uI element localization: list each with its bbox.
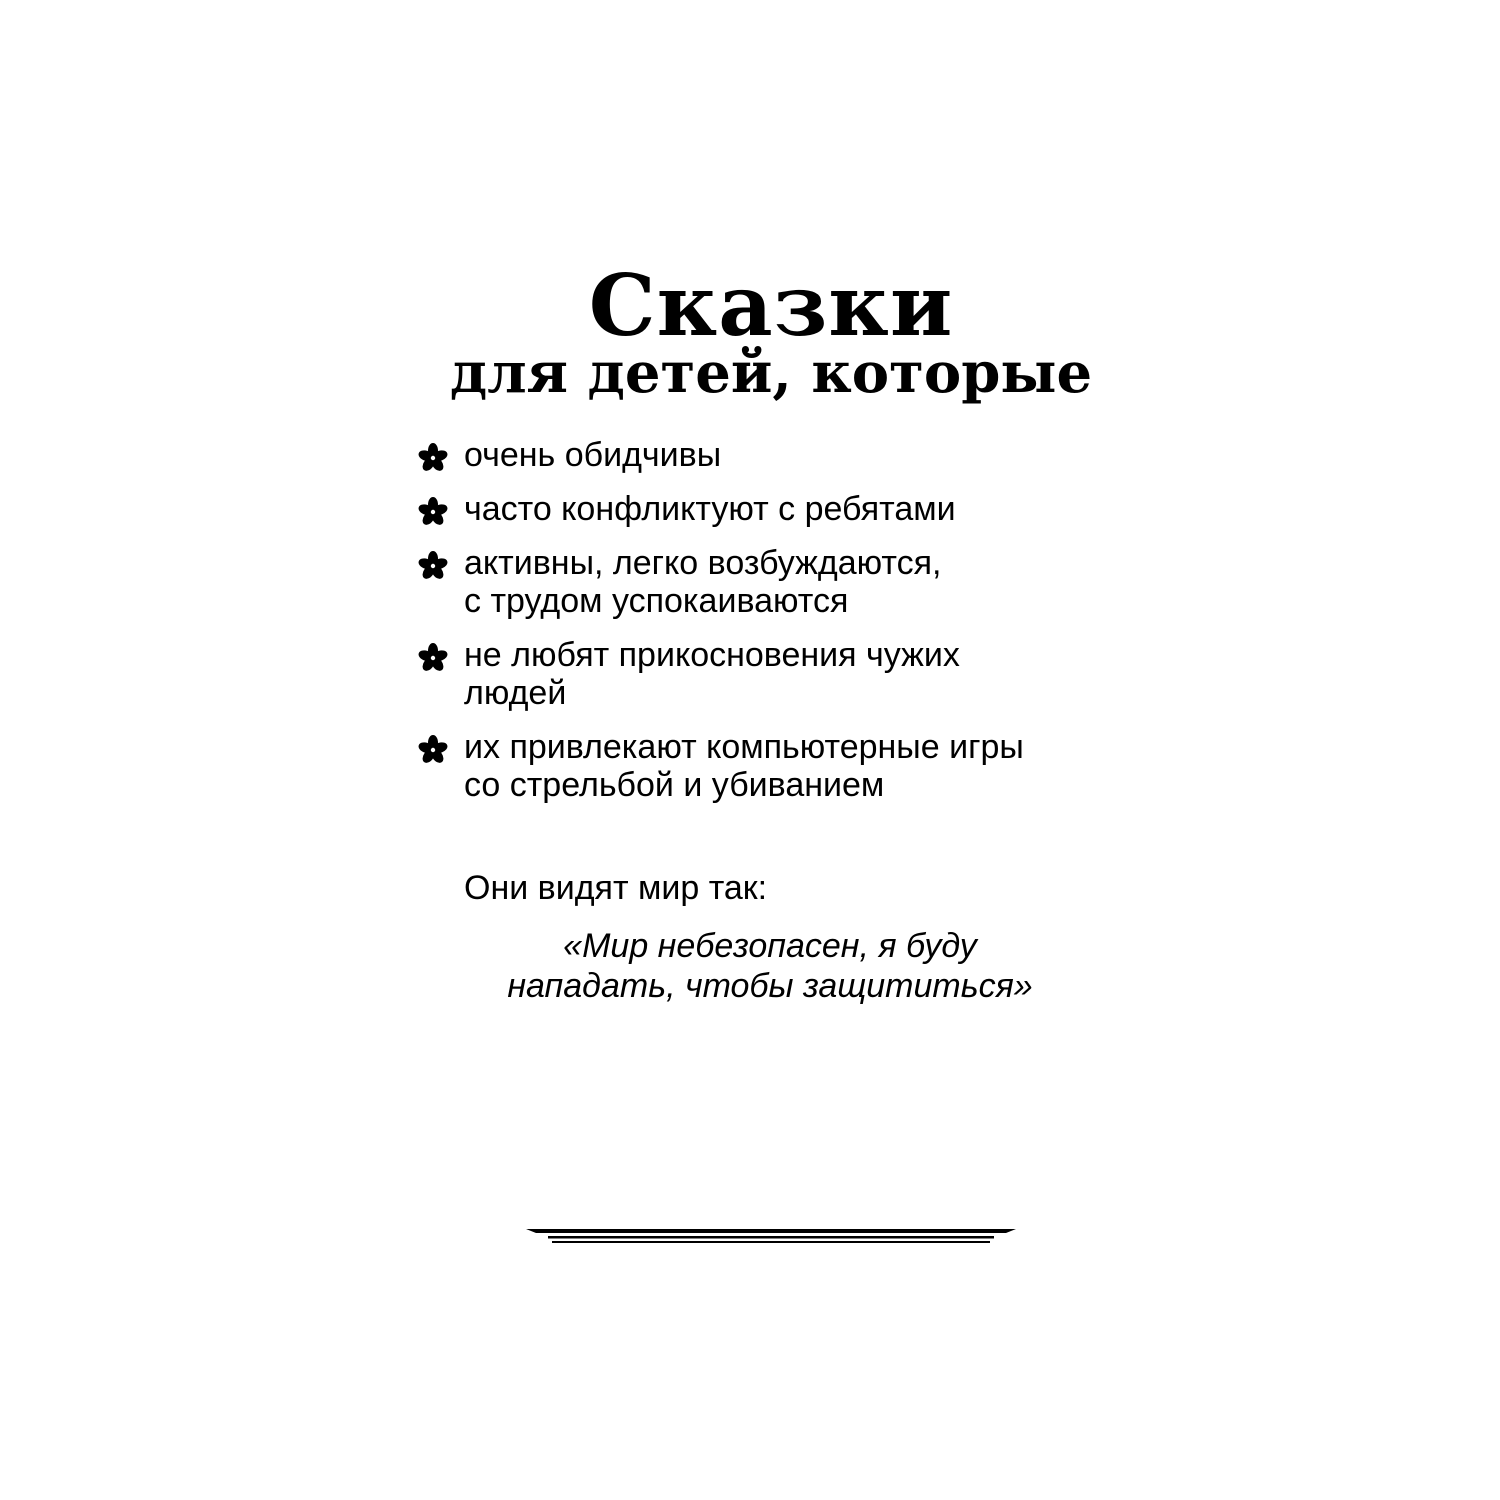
list-item-line: часто конфликтуют с ребятами <box>464 490 956 528</box>
page-subtitle: для детей, которые <box>449 340 1093 406</box>
list-item <box>418 636 1138 712</box>
list-item-line: людей <box>464 674 567 712</box>
flower-icon <box>418 551 448 581</box>
flower-icon <box>418 443 448 473</box>
flower-icon <box>418 643 448 673</box>
list-item <box>418 544 1138 620</box>
list-item <box>418 436 1138 474</box>
list-item-line: не любят прикосновения чужих <box>464 636 960 674</box>
quote <box>470 926 1070 1006</box>
quote-line: нападать, чтобы защититься» <box>507 967 1033 1005</box>
list-item-line: активны, легко возбуждаются, <box>464 544 942 582</box>
list-item-line: с трудом успокаиваются <box>464 582 849 620</box>
page-title: Сказки <box>588 256 954 355</box>
list-item-line: со стрельбой и убиванием <box>464 766 885 804</box>
quote-line: «Мир небезопасен, я буду <box>563 927 977 965</box>
lead-text: Они видят мир так: <box>464 869 768 907</box>
list-item <box>418 490 1138 528</box>
decorative-divider <box>526 1226 1016 1246</box>
list-item-line: очень обидчивы <box>464 436 722 474</box>
trait-list <box>418 436 1138 820</box>
list-item <box>418 728 1138 804</box>
flower-icon <box>418 497 448 527</box>
flower-icon <box>418 735 448 765</box>
list-item-line: их привлекают компьютерные игры <box>464 728 1024 766</box>
